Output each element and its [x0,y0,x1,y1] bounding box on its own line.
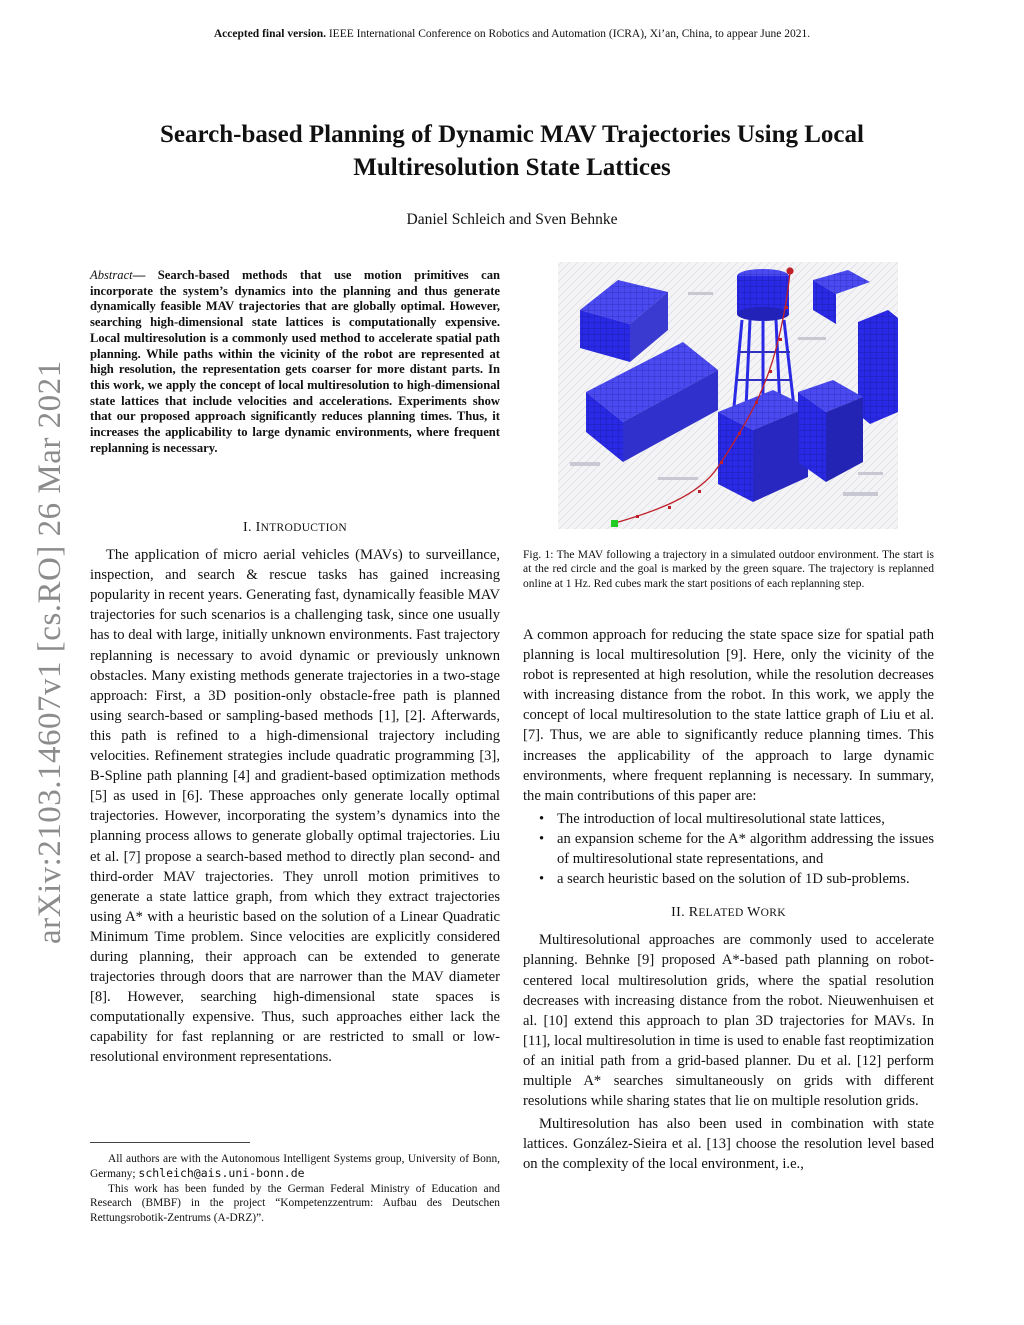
arxiv-identifier: arXiv:2103.14607v1 [cs.RO] 26 Mar 2021 [32,360,68,944]
section-initial: I [255,520,261,535]
section-number: II. [671,905,685,921]
section-initial: W [747,905,761,921]
footnote-rule [90,1142,250,1143]
section-number: I. [243,520,252,535]
header-bold: Accepted final version. [213,28,326,40]
left-column-body [90,518,500,1068]
related-paragraph-2: Multiresolution has also been used in combination with state lattices. González-Sieira et al. [13] choose the resolution level based on the complexity of the local environment, i.e., [523,1116,934,1173]
contribution-item: • The introduction of local multiresolutional state lattices, [523,809,934,829]
section-heading-introduction [90,518,500,538]
abstract-text: Search-based methods that use motion primitives can incorporate the system’s dynamics into the planning and thus generate dynamically feasible MAV trajectories that are globally optimal. However, searching high-dimensional state lattices is computationally expensive. Local multiresolution is a commonly used method to accelerate spatial path planning. While paths within the vicinity of the robot are represented at high resolution, the representation gets coarser for more distant parts. In this work, we apply the concept of local multiresolution to high-dimensional state lattices that include velocities and accelerations. Experiments show that our proposed approach significantly reduces planning times. Thus, it increases the applicability to large dynamic environments, where frequent replanning is necessary. [90,268,501,455]
section-initial: R [688,905,699,921]
start-red-circle [786,267,793,274]
right-paragraph: A common approach for reducing the state space size for spatial path planning is local multiresolution [9]. Here, only the vicinity of the robot is represented at high resolution, while the resolution decreases with increasing distance from the robot. In this work, we apply the concept of local multiresolution to the state lattice graph of Liu et al. [7]. Thus, we are able to significantly reduce planning times. This increases the applicability of the approach to large dynamic environments, where frequent replanning is necessary. In summary, the main contributions of this paper are: [523,627,934,804]
section-rest: ELATED [698,907,744,920]
footnote-funding: This work has been funded by the German Federal Ministry of Education and Research (BMBF) in the project “Kompetenzzentrum: Aufbau des Deutschen Rettungsrobotik-Zentrums (A-DRZ)”. [90,1182,500,1224]
related-paragraph-1: Multiresolutional approaches are commonly used to accelerate planning. Behnke [9] proposed A*-based path planning on robot-centered local multiresolution grids, where the spatial resolution decreases with increasing distance from the robot. Nieuwenhuisen et al. [10] extend this approach to plan 3D trajectories for MAVs. In [11], local multiresolution in time is used to enable fast reoptimization of an initial path from a grid-based planner. Du et al. [12] perform multiple A* searches simultaneously on grids with different resolutions while sharing states that lie on multiple resolution grids. [523,932,934,1110]
affiliation-text: All authors are with the Autonomous Intelligent Systems group, University of Bonn, Germany; [90,1153,500,1181]
abstract-dash: — [132,268,146,282]
footnotes [90,1152,500,1225]
abstract [90,268,500,456]
figure-caption: Fig. 1: The MAV following a trajectory in a simulated outdoor environment. The start is at the red circle and the goal is marked by the green square. The trajectory is replanned online at 1 Hz. Red cubes mark the start positions of each replanning step. [523,549,934,590]
figure-mav-environment [558,262,898,529]
section-rest: ORK [760,907,786,920]
conference-header [0,28,1024,40]
goal-green-square [611,520,618,527]
contribution-item: • an expansion scheme for the A* algorithm addressing the issues of multiresolutional state representations, and [523,829,934,869]
right-column-body [523,625,934,1174]
footnote-affiliation [90,1152,500,1182]
abstract-label: Abstract [90,268,133,282]
section-rest: NTRODUCTION [260,522,347,534]
contribution-item: • a search heuristic based on the solution of 1D sub-problems. [523,869,934,889]
section-heading-related-work [523,903,934,923]
contributions-list [523,809,934,889]
author-email-link[interactable]: schleich@ais.uni-bonn.de [138,1166,305,1181]
paper-title: Search-based Planning of Dynamic MAV Trajectories Using Local Multiresolution State Lattices [160,121,864,181]
header-rest: IEEE International Conference on Robotics and Automation (ICRA), Xi’an, China, to appear June 2021. [328,28,811,40]
paper-authors: Daniel Schleich and Sven Behnke [406,211,618,228]
intro-paragraph: The application of micro aerial vehicles (MAVs) to surveillance, inspection, and search & rescue tasks has gained increasing popularity in recent years. Generating fast, dynamically feasible MAV trajectories for such scenarios is a challenging task, since one usually has to deal with large, initially unknown environments. Fast trajectory replanning is necessary to avoid dynamic or previously unknown obstacles. Many existing methods generate trajectories in a two-stage approach: First, a 3D position-only obstacle-free path is planned using search-based or sampling-based methods [1], [2]. Afterwards, this path is refined to a high-dimensional trajectory including velocities. Refinement strategies include quadratic programming [3], B-Spline path planning [4] and gradient-based optimization methods [5] as used in [6]. These approaches only generate locally optimal trajectories. However, incorporating the system’s dynamics into the planning process allows to generate globally optimal trajectories. Liu et al. [7] propose a search-based method to directly plan second- and third-order MAV trajectories. They unroll motion primitives to generate a state lattice graph, from which they extract trajectories using A* with a heuristic based on the solution of a Linear Quadratic Minimum Time problem. Since velocities are explicitly considered during planning, their approach can be extended to generate trajectories through doors that are narrower than the MAV diameter [8]. However, searching high-dimensional state spaces is computationally expensive. Thus, such approaches either lack the capability for fast replanning or are restricted to small or low-resolutional environment representations. [90,547,500,1066]
